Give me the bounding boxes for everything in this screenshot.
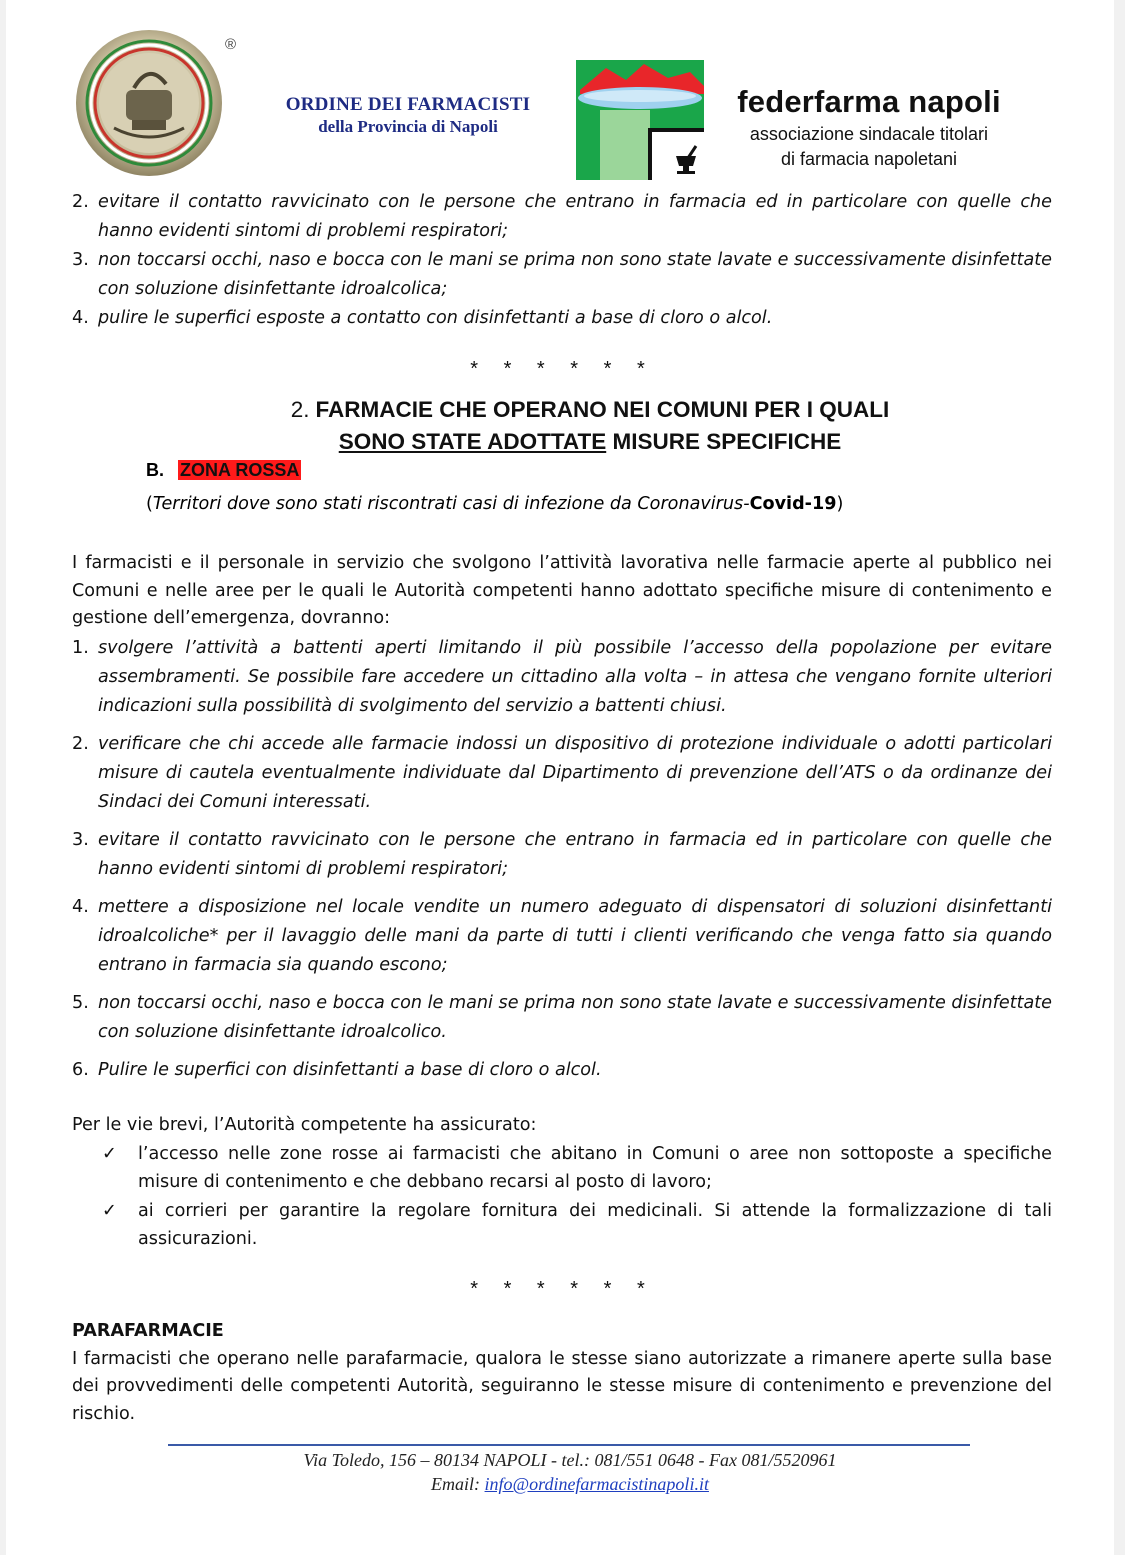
email-link[interactable]: info@ordinefarmacistinapoli.it xyxy=(484,1474,709,1494)
main-list xyxy=(72,634,1052,1085)
ordine-title-line1: ORDINE DEI FARMACISTI xyxy=(285,94,531,115)
list-item: 4. pulire le superfici esposte a contatto con disinfettanti a base di cloro o alcol. xyxy=(72,308,773,328)
check-icon: ✓ xyxy=(102,1143,117,1164)
intro-paragraph: I farmacisti e il personale in servizio che svolgono l’attività lavorativa nelle farmacie aperte al pubblico nei Comuni e nelle aree per le quali le Autorità competenti hanno adottato specifiche misure di contenimento e gestione dell’emergenza, dovranno: xyxy=(72,553,1052,628)
federfarma-logo xyxy=(576,60,704,180)
list-item: 1. svolgere l’attività a battenti aperti limitando il più possibile l’accesso della popolazione per evitare assembramenti. Se possibile fare accedere un cittadino alla volta – in attesa che vengano fornite ulteriori indicazioni sulla possibilità di svolgimento del servizio a battenti chiusi. xyxy=(72,638,1052,716)
footer-address: Via Toledo, 156 – 80134 NAPOLI - tel.: 081/551 0648 - Fax 081/5520961 xyxy=(303,1450,837,1470)
list-item: 3. evitare il contatto ravvicinato con le persone che entrano in farmacia ed in particolare con quelle che hanno evidenti sintomi di problemi respiratori; xyxy=(72,830,1052,879)
parafarmacie-text: I farmacisti che operano nelle parafarmacie, qualora le stesse siano autorizzate a rimanere aperte sulla base dei provvedimenti delle competenti Autorità, seguiranno le stesse misure di contenimento e prevenzione del rischio. xyxy=(72,1348,1052,1424)
list-item: 5. non toccarsi occhi, naso e bocca con le mani se prima non sono state lavate e successivamente disinfettate con soluzione disinfettante idroalcolico. xyxy=(72,993,1052,1042)
list-item: 3. non toccarsi occhi, naso e bocca con le mani se prima non sono state lavate e successivamente disinfettate con soluzione disinfettante idroalcolica; xyxy=(72,250,1052,299)
check-item: ✓ l’accesso nelle zone rosse ai farmacisti che abitano in Comuni o aree non sottoposte a specifiche misure di contenimento e che debbano recarsi al posto di lavoro; xyxy=(72,1140,1052,1197)
parafarmacie-section xyxy=(72,1318,1052,1428)
section-title-line1: 2. FARMACIE CHE OPERANO NEI COMUNI PER I QUALI xyxy=(290,397,890,422)
federfarma-text xyxy=(714,84,1024,170)
ordine-seal-logo xyxy=(74,28,224,178)
top-list xyxy=(72,188,1052,333)
zone-label: B. ZONA ROSSA xyxy=(146,460,300,480)
section-title-line2: SONO STATE ADOTTATE MISURE SPECIFICHE xyxy=(338,429,842,454)
federfarma-sub1: associazione sindacale titolari xyxy=(749,124,989,144)
federfarma-sub2: di farmacia napoletani xyxy=(780,149,958,169)
list-item: 6. Pulire le superfici con disinfettanti a base di cloro o alcol. xyxy=(72,1060,602,1080)
parafarmacie-title: PARAFARMACIE xyxy=(72,1321,224,1341)
section-heading xyxy=(0,394,1125,458)
separator-stars: * * * * * * xyxy=(470,1278,655,1300)
ordine-title-line2: della Provincia di Napoli xyxy=(318,117,498,136)
ordine-title xyxy=(258,94,558,137)
check-icon: ✓ xyxy=(102,1200,117,1221)
assured-section xyxy=(72,1112,1052,1254)
check-item: ✓ ai corrieri per garantire la regolare fornitura dei medicinali. Si attende la formalizzazione di tali assicurazioni. xyxy=(72,1197,1052,1254)
list-item: 2. evitare il contatto ravvicinato con le persone che entrano in farmacia ed in particolare con quelle che hanno evidenti sintomi di problemi respiratori; xyxy=(72,192,1052,241)
zone-description: (Territori dove sono stati riscontrati casi di infezione da Coronavirus-Covid-19) xyxy=(146,494,844,514)
list-item: 4. mettere a disposizione nel locale vendite un numero adeguato di dispensatori di soluzioni disinfettanti idroalcoliche* per il lavaggio delle mani da parte di tutti i clienti verificando che venga fatto sia quando entrano in farmacia sia quando escono; xyxy=(72,897,1052,975)
footer-email-line: Email: info@ordinefarmacistinapoli.it xyxy=(431,1474,709,1494)
zona-rossa-highlight: ZONA ROSSA xyxy=(180,460,300,480)
separator-stars: * * * * * * xyxy=(470,358,655,380)
footer xyxy=(0,1448,1125,1496)
assured-intro: Per le vie brevi, l’Autorità competente ha assicurato: xyxy=(72,1115,537,1135)
federfarma-title: federfarma napoli xyxy=(737,84,1001,119)
registered-mark: ® xyxy=(225,36,237,53)
list-item: 2. verificare che chi accede alle farmacie indossi un dispositivo di protezione individuale o adotti particolari misure di cautela eventualmente individuate dal Dipartimento di prevenzione dell’ATS o da ordinanze dei Sindaci dei Comuni interessati. xyxy=(72,734,1052,812)
footer-divider xyxy=(168,1444,970,1446)
